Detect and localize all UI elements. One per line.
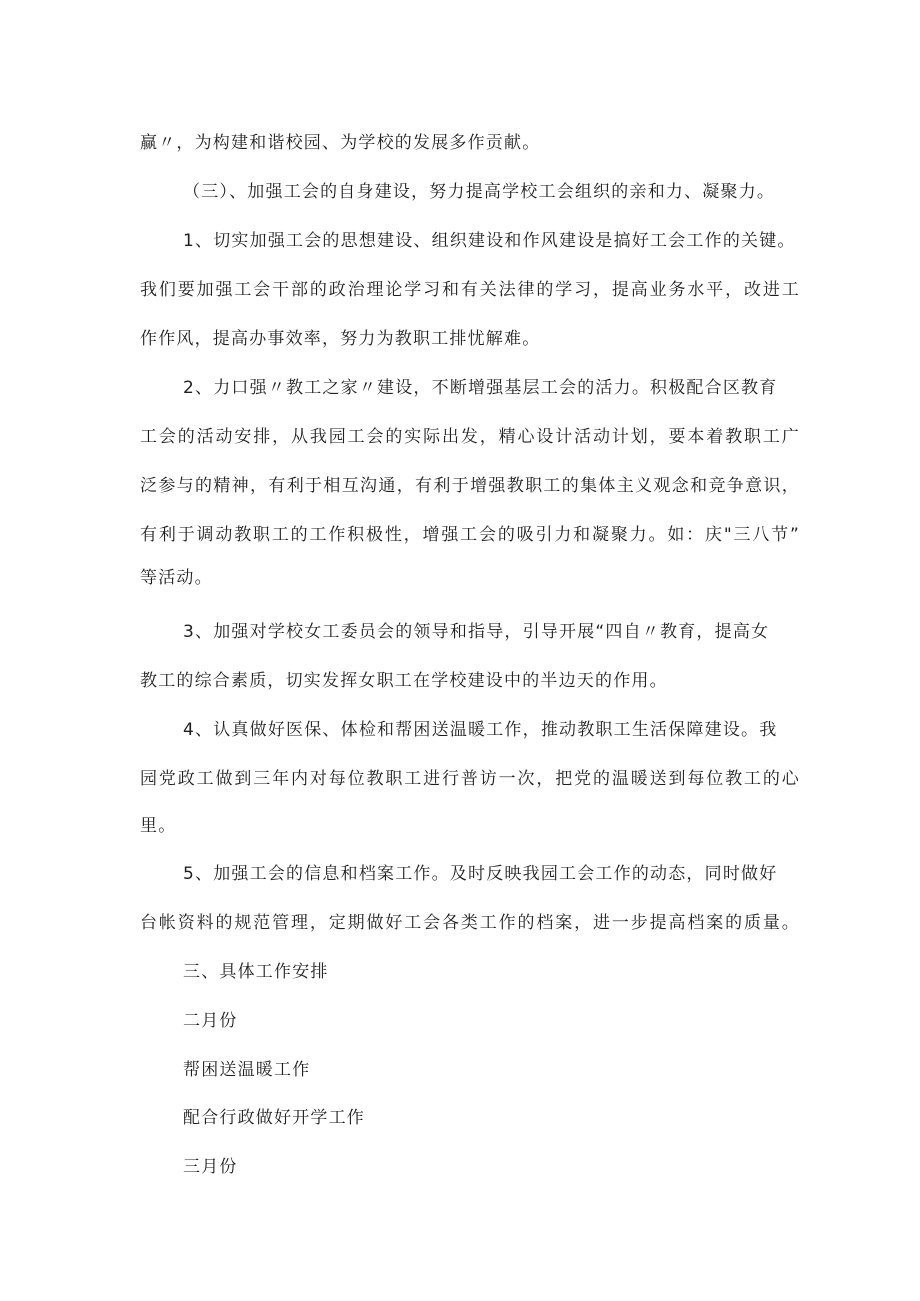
item-2-line: 等活动。 <box>140 568 213 588</box>
item-2-line: 工会的活动安排，从我园工会的实际出发，精心设计活动计划，要本着教职工广 <box>140 427 800 447</box>
item-4-line: 里。 <box>140 816 177 836</box>
section-heading: 三、具体工作安排 <box>183 962 329 982</box>
item-4-line: 4、认真做好医保、体检和帮困送温暖工作，推动教职工生活保障建设。我 <box>183 720 778 740</box>
paragraph-line: 赢〃，为构建和谐校园、为学校的发展多作贡献。 <box>140 133 541 153</box>
task-item: 帮困送温暖工作 <box>183 1060 311 1080</box>
item-2-line: 2、力口强〃教工之家〃建设，不断增强基层工会的活力。积极配合区教育 <box>183 378 778 398</box>
item-2-line: 泛参与的精神，有利于相互沟通，有利于增强教职工的集体主义观念和竞争意识， <box>140 476 800 496</box>
section-heading: （三）、加强工会的自身建设，努力提高学校工会组织的亲和力、凝聚力。 <box>183 182 776 202</box>
item-1-line: 1、切实加强工会的思想建设、组织建设和作风建设是搞好工会工作的关键。 <box>183 231 796 251</box>
item-5-line: 5、加强工会的信息和档案工作。及时反映我园工会工作的动态，同时做好 <box>183 864 778 884</box>
month-heading: 三月份 <box>183 1157 238 1177</box>
item-2-line: 有利于调动教职工的工作积极性，增强工会的吸引力和凝聚力。如：庆"三八节” <box>140 525 800 545</box>
item-5-line: 台帐资料的规范管理，定期做好工会各类工作的档案，进一步提高档案的质量。 <box>140 913 800 933</box>
item-3-line: 3、加强对学校女工委员会的领导和指导，引导开展“四自〃教育，提高女 <box>183 622 770 642</box>
month-heading: 二月份 <box>183 1011 238 1031</box>
item-1-line: 我们要加强工会干部的政治理论学习和有关法律的学习，提高业务水平，改进工 <box>140 280 800 300</box>
item-4-line: 园党政工做到三年内对每位教职工进行普访一次，把党的温暖送到每位教工的心 <box>140 769 800 789</box>
item-3-line: 教工的综合素质，切实发挥女职工在学校建设中的半边天的作用。 <box>140 671 668 691</box>
task-item: 配合行政做好开学工作 <box>183 1108 365 1128</box>
item-1-line: 作作风，提高办事效率，努力为教职工排忧解难。 <box>140 329 541 349</box>
